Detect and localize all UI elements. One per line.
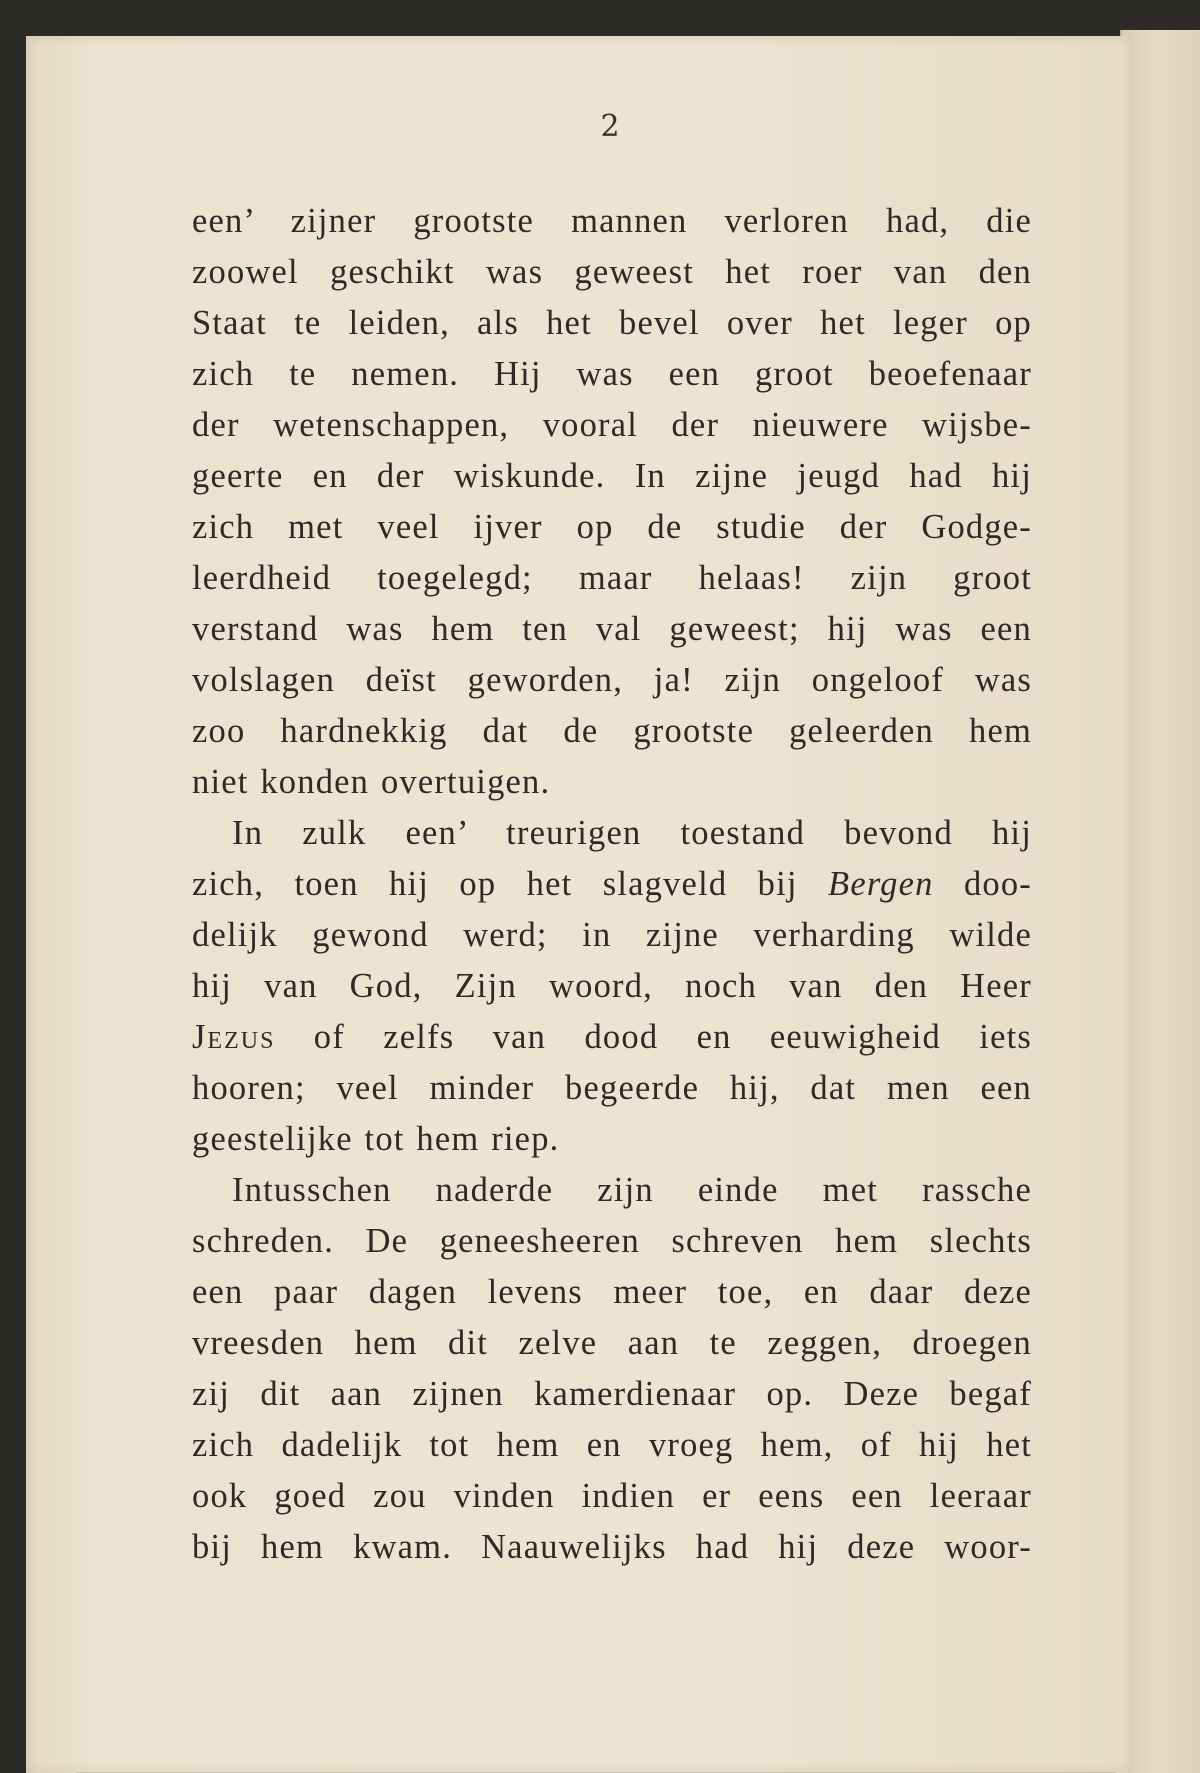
text-line: hooren; veel minder begeerde hij, dat men een — [192, 1069, 1032, 1107]
text-line: schreden. De geneesheeren schreven hem slechts — [192, 1222, 1032, 1260]
body-text — [192, 196, 1032, 1573]
text-line: niet konden overtuigen. — [192, 763, 551, 801]
text-line: zich dadelijk tot hem en vroeg hem, of hij het — [192, 1426, 1032, 1464]
text-line: Staat te leiden, als het bevel over het leger op — [192, 304, 1032, 342]
text-line: geestelijke tot hem riep. — [192, 1120, 560, 1158]
text-line: zoo hardnekkig dat de grootste geleerden hem — [192, 712, 1032, 750]
text-line: zich met veel ijver op de studie der Godge- — [192, 508, 1032, 546]
text-line: In zulk een’ treurigen toestand bevond hij — [232, 814, 1032, 852]
adjacent-page-edge — [1120, 30, 1200, 1773]
text-line: delijk gewond werd; in zijne verharding wilde — [192, 916, 1032, 954]
text-line: zij dit aan zijnen kamerdienaar op. Deze begaf — [192, 1375, 1032, 1413]
text-line: leerdheid toegelegd; maar helaas! zijn groot — [192, 559, 1032, 597]
italic-place-name: Bergen — [828, 865, 934, 903]
text-line: verstand was hem ten val geweest; hij was een — [192, 610, 1032, 648]
scan-background-top — [0, 0, 1200, 40]
text-line: bij hem kwam. Naauwelijks had hij deze woor- — [192, 1528, 1032, 1566]
text-line: een’ zijner grootste mannen verloren had, die — [192, 202, 1032, 240]
text-line: Jezus of zelfs van dood en eeuwigheid iets — [192, 1018, 1032, 1056]
text-line: volslagen deïst geworden, ja! zijn ongeloof was — [192, 661, 1032, 699]
text-line: zich te nemen. Hij was een groot beoefenaar — [192, 355, 1032, 393]
text-line: een paar dagen levens meer toe, en daar deze — [192, 1273, 1032, 1311]
text-line: vreesden hem dit zelve aan te zeggen, droegen — [192, 1324, 1032, 1362]
text-line: hij van God, Zijn woord, noch van den Heer — [192, 967, 1032, 1005]
small-caps-name: Jezus — [192, 1018, 276, 1056]
text-line: ook goed zou vinden indien er eens een leeraar — [192, 1477, 1032, 1515]
text-line: geerte en der wiskunde. In zijne jeugd had hij — [192, 457, 1032, 495]
page-number: 2 — [600, 109, 620, 144]
text-line: zoowel geschikt was geweest het roer van den — [192, 253, 1032, 291]
text-line: der wetenschappen, vooral der nieuwere wijsbe- — [192, 406, 1032, 444]
text-line: Intusschen naderde zijn einde met rassche — [232, 1171, 1032, 1209]
text-line: zich, toen hij op het slagveld bij Bergen doo- — [192, 865, 1032, 903]
